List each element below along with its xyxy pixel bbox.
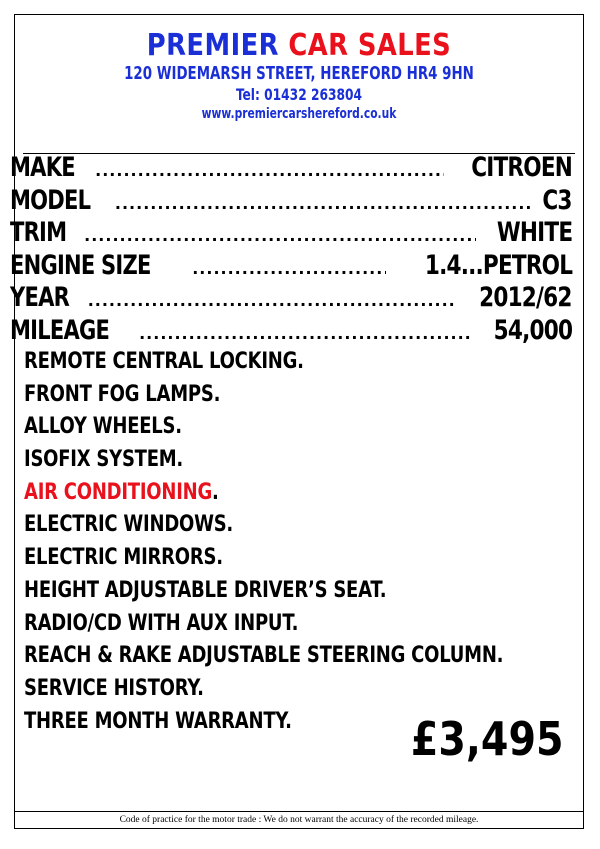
spec-label: TRIM <box>10 217 67 248</box>
spec-label: ENGINE SIZE <box>10 249 151 281</box>
spec-row-mileage <box>10 315 572 348</box>
spec-list <box>10 152 572 347</box>
leader-dots <box>192 259 386 278</box>
spec-label: MAKE <box>10 152 75 183</box>
leader-dots <box>88 291 455 310</box>
leader-dots <box>115 194 534 213</box>
spec-label: YEAR <box>10 282 70 313</box>
leader-dots <box>84 226 476 245</box>
spec-value: WHITE <box>496 217 572 248</box>
spec-value: 1.4...PETROL <box>424 249 572 281</box>
spec-row-make <box>10 152 572 185</box>
feature-item: ELECTRIC MIRRORS. <box>24 544 223 571</box>
feature-list <box>24 348 584 740</box>
leader-dots <box>139 324 472 343</box>
spec-row-model <box>10 185 572 218</box>
spec-value: CITROEN <box>471 152 572 183</box>
feature-item-highlighted <box>24 479 472 512</box>
spec-label: MILEAGE <box>10 314 110 346</box>
feature-item: ELECTRIC WINDOWS. <box>24 511 234 538</box>
feature-highlight-text: AIR CONDITIONING <box>24 478 213 505</box>
footer-disclaimer: Code of practice for the motor trade : We do not warrant the accuracy of the recorded mileage. <box>119 815 479 825</box>
spec-row-year <box>10 282 572 315</box>
dealer-name-part1: PREMIER <box>146 28 279 63</box>
feature-item: SERVICE HISTORY. <box>24 674 204 701</box>
feature-item: FRONT FOG LAMPS. <box>24 380 221 407</box>
spec-label: MODEL <box>10 184 91 216</box>
feature-item: HEIGHT ADJUSTABLE DRIVER’S SEAT. <box>24 576 387 603</box>
dealer-name-part2: CAR SALES <box>288 28 452 63</box>
dealer-website: www.premiercarshereford.co.uk <box>201 106 397 122</box>
spec-value: 54,000 <box>493 314 572 346</box>
footer-divider <box>15 811 583 812</box>
dealer-header <box>15 29 583 124</box>
feature-item: ALLOY WHEELS. <box>24 413 182 440</box>
feature-item: THREE MONTH WARRANTY. <box>24 707 292 734</box>
price: £3,495 <box>411 712 564 766</box>
leader-dots <box>95 161 444 180</box>
feature-suffix: . <box>212 478 219 505</box>
dealer-telephone: Tel: 01432 263804 <box>235 85 363 104</box>
feature-item: REACH & RAKE ADJUSTABLE STEERING COLUMN. <box>24 642 504 669</box>
feature-item: RADIO/CD WITH AUX INPUT. <box>24 609 299 636</box>
spec-value: 2012/62 <box>479 282 572 313</box>
feature-item: REMOTE CENTRAL LOCKING. <box>24 348 304 374</box>
spec-row-trim <box>10 217 572 250</box>
dealer-address: 120 WIDEMARSH STREET, HEREFORD HR4 9HN <box>124 64 474 84</box>
feature-item: ISOFIX SYSTEM. <box>24 446 184 473</box>
dealer-name <box>55 29 543 63</box>
spec-row-engine-size <box>10 250 572 283</box>
spec-value: C3 <box>542 184 572 216</box>
